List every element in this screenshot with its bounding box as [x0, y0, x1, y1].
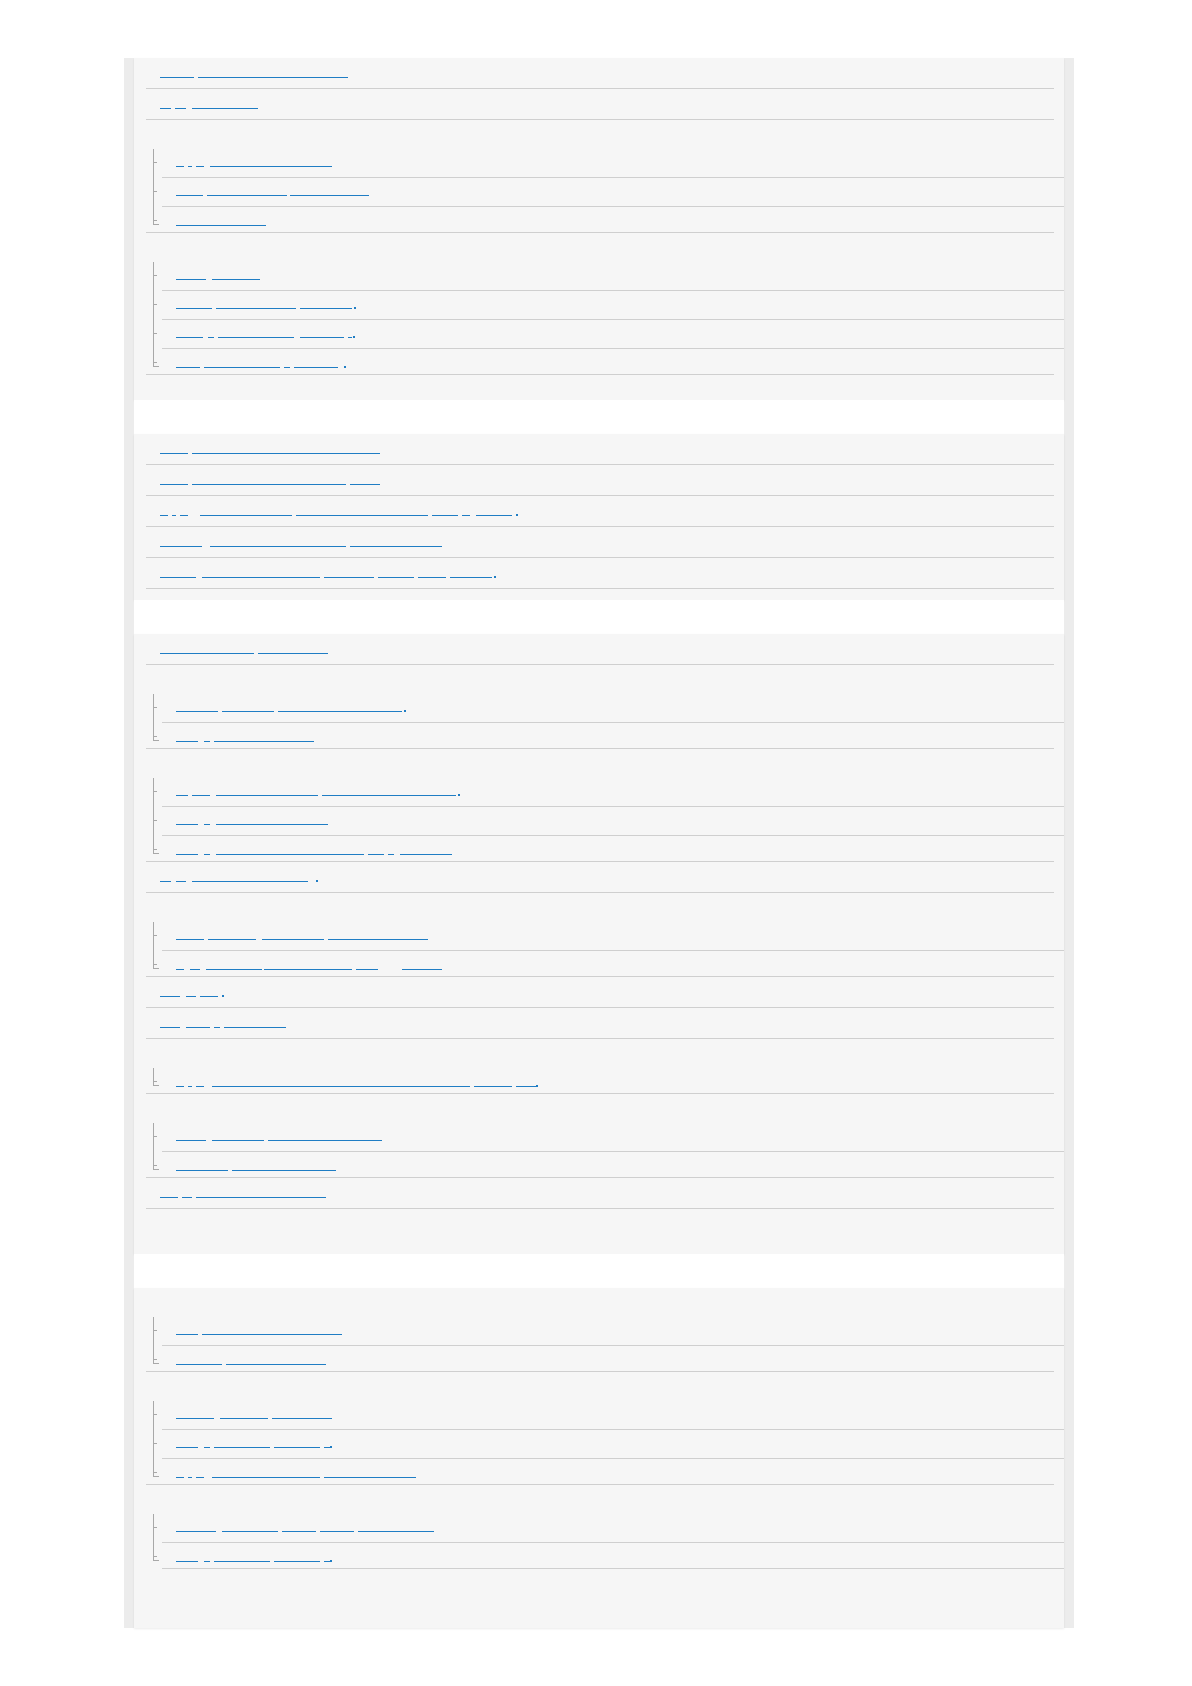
link-underline [320, 1531, 354, 1532]
toc-subrow [162, 147, 1064, 178]
link-section-2 [134, 434, 1064, 600]
link-trailing-dot [404, 710, 406, 712]
toc-group-divider [162, 1568, 1064, 1569]
link-underline [176, 854, 198, 855]
tree-connector [153, 778, 161, 853]
tree-connector [153, 1068, 161, 1085]
link-trailing-dot [344, 366, 346, 368]
link-underline [324, 1477, 416, 1478]
link-underline [176, 881, 186, 882]
toc-subrow [162, 920, 1064, 951]
link-underline [175, 108, 186, 109]
link-underline [200, 515, 292, 516]
link-underline [458, 577, 492, 578]
link-underline [176, 1364, 222, 1365]
link-underline [176, 1531, 216, 1532]
link-underline [182, 1197, 192, 1198]
toc-row [146, 496, 1054, 527]
toc-link[interactable] [160, 99, 258, 109]
toc-link[interactable] [176, 1161, 336, 1171]
toc-subrow [162, 692, 1064, 723]
toc-link[interactable] [160, 644, 328, 654]
link-underline [160, 108, 171, 109]
link-underline [200, 996, 218, 997]
link-underline [160, 484, 188, 485]
toc-link[interactable] [160, 1188, 326, 1198]
link-underline [176, 225, 266, 226]
link-trailing-dot [458, 794, 460, 796]
toc-subrow [162, 1399, 1064, 1430]
toc-group-divider [146, 1371, 1054, 1372]
link-underline [190, 969, 200, 970]
link-underline [188, 166, 192, 167]
link-underline [332, 77, 348, 78]
toc-link[interactable] [176, 1325, 342, 1335]
section-separator [134, 600, 1064, 634]
toc-group-divider [146, 1484, 1054, 1485]
link-underline [322, 77, 329, 78]
link-underline [192, 484, 346, 485]
toc-link[interactable] [160, 872, 318, 882]
tree-end-cap [153, 1363, 159, 1364]
link-underline [208, 939, 256, 940]
link-underline [450, 577, 458, 578]
link-underline [196, 166, 204, 167]
link-trailing-dot [353, 336, 355, 338]
toc-subrow [162, 805, 1064, 836]
tree-end-cap [153, 740, 159, 741]
link-underline [176, 367, 200, 368]
link-underline [274, 1561, 320, 1562]
link-underline [350, 546, 442, 547]
link-underline [272, 1418, 332, 1419]
tree-connector [153, 1514, 161, 1560]
link-underline [216, 824, 328, 825]
link-underline [282, 1531, 316, 1532]
toc-group-divider [146, 748, 1054, 749]
link-underline [192, 453, 380, 454]
link-section-1 [134, 58, 1064, 400]
link-underline [186, 1027, 210, 1028]
link-underline [176, 1170, 228, 1171]
link-underline [516, 1086, 536, 1087]
link-underline [176, 711, 218, 712]
link-underline [224, 1027, 286, 1028]
toc-link[interactable] [160, 444, 380, 454]
toc-link[interactable] [176, 702, 406, 712]
link-underline [216, 308, 296, 309]
section-separator [134, 1254, 1064, 1288]
link-underline [232, 1170, 336, 1171]
link-underline [196, 1086, 204, 1087]
link-underline [196, 1477, 204, 1478]
link-underline [192, 881, 308, 882]
link-underline [206, 969, 262, 970]
link-underline [212, 1140, 264, 1141]
toc-subrow [162, 1512, 1064, 1543]
link-underline [214, 741, 314, 742]
toc-row [146, 634, 1054, 665]
link-underline [226, 1364, 326, 1365]
link-underline [176, 939, 204, 940]
link-underline [186, 996, 196, 997]
link-underline [300, 337, 344, 338]
tree-connector [153, 694, 161, 740]
link-trailing-dot [516, 514, 518, 516]
toc-row [146, 89, 1054, 120]
link-underline [322, 795, 456, 796]
link-underline [324, 577, 374, 578]
link-underline [176, 1561, 198, 1562]
toc-link[interactable] [176, 1131, 382, 1141]
link-underline [160, 515, 168, 516]
toc-link[interactable] [160, 537, 442, 547]
link-underline [300, 308, 352, 309]
toc-link[interactable] [176, 960, 442, 970]
link-underline [222, 1531, 278, 1532]
link-underline [216, 795, 318, 796]
toc-link[interactable] [176, 1077, 538, 1087]
link-underline [284, 367, 290, 368]
link-underline [210, 546, 346, 547]
tree-connector [153, 922, 161, 968]
link-underline [180, 515, 188, 516]
link-underline [208, 337, 214, 338]
link-underline [204, 854, 210, 855]
link-underline [350, 484, 380, 485]
toc-subrow [162, 1428, 1064, 1459]
link-underline [214, 1561, 270, 1562]
link-underline [160, 453, 188, 454]
tree-connector [153, 1123, 161, 1169]
toc-link[interactable] [176, 358, 346, 368]
link-underline [176, 337, 203, 338]
toc-row [146, 862, 1054, 893]
link-underline [160, 546, 202, 547]
toc-row [146, 977, 1054, 1008]
toc-link[interactable] [176, 328, 355, 338]
link-underline [204, 824, 210, 825]
link-underline [160, 577, 196, 578]
link-underline [188, 1477, 192, 1478]
link-underline [192, 108, 258, 109]
link-underline [214, 1027, 220, 1028]
tree-connector [153, 1401, 161, 1476]
link-underline [378, 577, 414, 578]
toc-row [146, 465, 1054, 496]
link-underline [262, 939, 324, 940]
toc-subrow [162, 318, 1064, 349]
link-underline [176, 1086, 184, 1087]
link-underline [176, 795, 188, 796]
link-underline [176, 195, 203, 196]
link-trailing-dot [354, 307, 356, 309]
link-underline [188, 1086, 192, 1087]
link-underline [212, 1477, 320, 1478]
link-underline [268, 1140, 382, 1141]
tree-end-cap [153, 224, 159, 225]
link-underline [204, 1447, 210, 1448]
toc-link[interactable] [176, 930, 428, 940]
toc-subrow [162, 1121, 1064, 1152]
toc-link[interactable] [176, 1522, 434, 1532]
toc-link[interactable] [160, 987, 224, 997]
link-underline [160, 653, 254, 654]
toc-group-divider [146, 374, 1054, 375]
link-underline [176, 741, 198, 742]
link-trailing-dot [330, 1446, 332, 1448]
link-underline [278, 711, 402, 712]
link-underline [176, 969, 184, 970]
link-underline [258, 653, 328, 654]
toc-row [146, 1008, 1054, 1039]
link-underline [474, 1086, 512, 1087]
tree-connector [153, 149, 161, 224]
toc-subrow [162, 260, 1064, 291]
link-underline [160, 77, 194, 78]
toc-link[interactable] [160, 475, 380, 485]
tree-end-cap [153, 968, 159, 969]
toc-row [146, 558, 1054, 589]
link-underline [176, 1418, 214, 1419]
link-trailing-dot [222, 995, 224, 997]
link-underline [176, 1447, 198, 1448]
link-underline [204, 741, 210, 742]
toc-link[interactable] [160, 506, 518, 516]
tree-connector [153, 1317, 161, 1363]
toc-group-divider [146, 232, 1054, 233]
toc-link[interactable] [160, 1018, 286, 1028]
toc-row [146, 1178, 1054, 1209]
link-underline [264, 969, 352, 970]
toc-group-divider [146, 1093, 1054, 1094]
toc-link[interactable] [176, 786, 460, 796]
link-underline [160, 1197, 178, 1198]
toc-link[interactable] [176, 1468, 416, 1478]
link-underline [160, 1027, 180, 1028]
toc-link[interactable] [176, 1438, 332, 1448]
link-underline [214, 1447, 270, 1448]
toc-subrow [162, 289, 1064, 320]
link-underline [368, 854, 384, 855]
link-underline [306, 77, 317, 78]
link-underline [358, 1531, 434, 1532]
toc-link[interactable] [176, 216, 266, 226]
link-underline [348, 337, 352, 338]
toc-link[interactable] [176, 186, 369, 196]
link-underline [274, 1447, 320, 1448]
link-underline [328, 939, 428, 940]
link-underline [476, 515, 512, 516]
link-underline [220, 1418, 268, 1419]
tree-end-cap [153, 1476, 159, 1477]
link-section-4 [134, 1288, 1064, 1628]
toc-subrow [162, 776, 1064, 807]
link-underline [160, 996, 180, 997]
link-underline [196, 1197, 326, 1198]
link-underline [212, 279, 260, 280]
link-underline [202, 1334, 342, 1335]
link-underline [388, 854, 394, 855]
link-underline [192, 795, 210, 796]
section-separator [134, 400, 1064, 434]
toc-row [146, 434, 1054, 465]
link-underline [216, 854, 364, 855]
toc-link[interactable] [160, 68, 348, 78]
link-underline [290, 195, 369, 196]
link-underline [222, 711, 274, 712]
tree-end-cap [153, 1560, 159, 1561]
link-trailing-dot [536, 1085, 538, 1087]
link-underline [207, 195, 287, 196]
link-underline [462, 515, 470, 516]
toc-link[interactable] [176, 270, 260, 280]
tree-end-cap [153, 853, 159, 854]
toc-link[interactable] [176, 732, 314, 742]
link-underline [400, 854, 452, 855]
toc-link[interactable] [160, 568, 496, 578]
link-underline [418, 577, 446, 578]
link-underline [204, 367, 280, 368]
tree-end-cap [153, 366, 159, 367]
link-underline [176, 824, 198, 825]
link-underline [176, 166, 184, 167]
toc-link[interactable] [176, 299, 356, 309]
link-underline [294, 367, 338, 368]
link-underline [176, 308, 212, 309]
link-trailing-dot [330, 1560, 332, 1562]
link-underline [202, 577, 320, 578]
link-underline [218, 337, 294, 338]
link-underline [176, 1477, 184, 1478]
link-trailing-dot [494, 576, 496, 578]
link-underline [160, 881, 171, 882]
toc-subrow [162, 176, 1064, 207]
link-underline [402, 969, 442, 970]
toc-link[interactable] [176, 1552, 332, 1562]
toc-link[interactable] [176, 815, 328, 825]
link-underline [172, 515, 176, 516]
toc-row [146, 527, 1054, 558]
toc-subrow [162, 1315, 1064, 1346]
toc-link[interactable] [176, 845, 452, 855]
toc-row [146, 58, 1054, 89]
link-underline [296, 515, 428, 516]
tree-end-cap [153, 1085, 159, 1086]
toc-link[interactable] [176, 157, 332, 167]
link-section-3 [134, 634, 1064, 1254]
tree-connector [153, 262, 161, 366]
link-underline [212, 1086, 470, 1087]
toc-link[interactable] [176, 1355, 326, 1365]
link-underline [432, 515, 458, 516]
link-underline [176, 279, 206, 280]
tree-end-cap [153, 1169, 159, 1170]
link-trailing-dot [316, 880, 318, 882]
toc-link[interactable] [176, 1409, 332, 1419]
link-underline [356, 969, 378, 970]
link-underline [204, 1561, 210, 1562]
link-underline [176, 1140, 206, 1141]
link-underline [176, 1334, 198, 1335]
link-underline [210, 166, 332, 167]
